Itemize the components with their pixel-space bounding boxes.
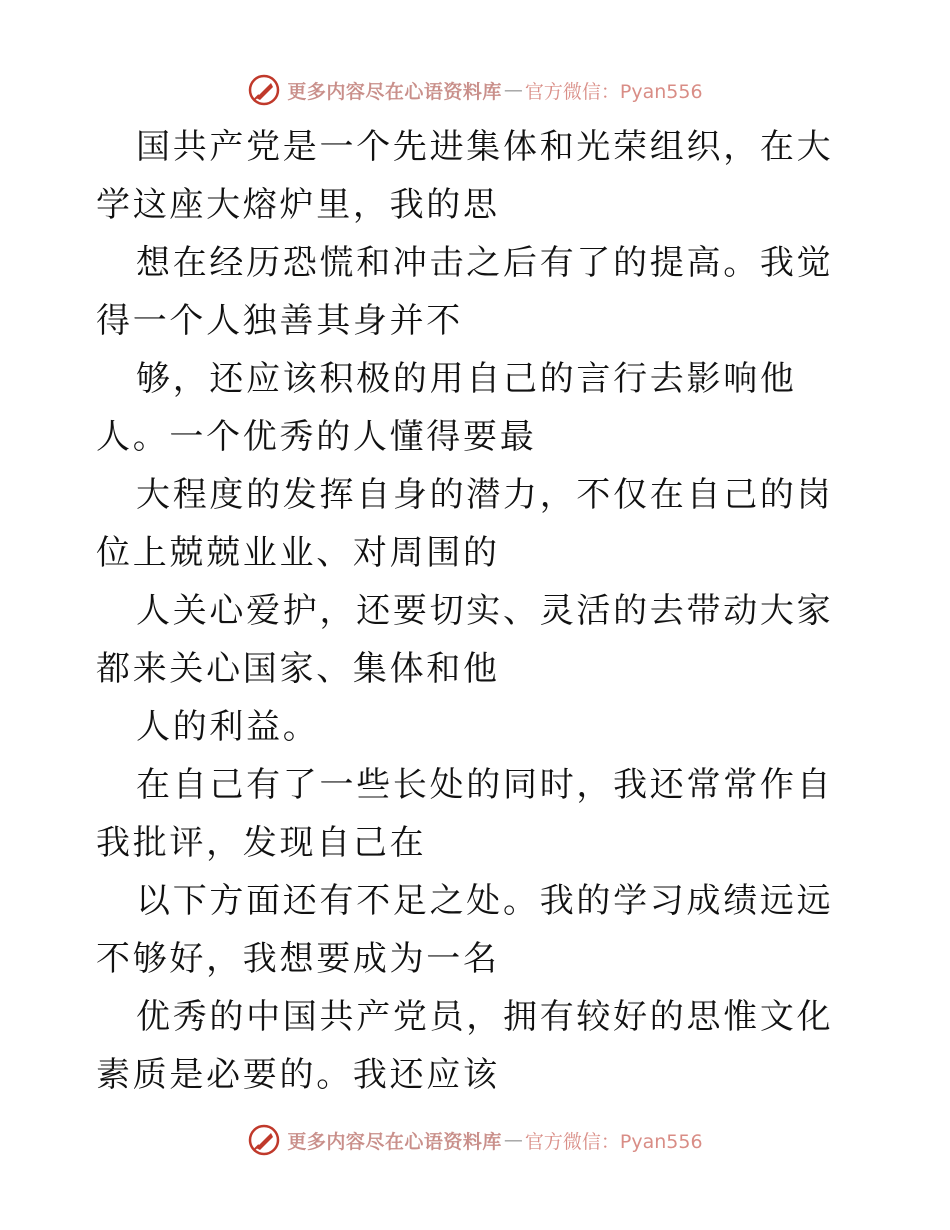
document-body <box>96 118 856 1104</box>
banner-title: 更多内容尽在心语资料库 <box>287 1130 502 1153</box>
banner-separator: — <box>503 79 523 101</box>
paragraph-1: 国共产党是一个先进集体和光荣组织，在大学这座大熔炉里，我的思 <box>96 127 834 225</box>
paragraph-6: 人的利益。 <box>136 707 320 747</box>
feather-pen-logo-icon <box>247 1123 281 1157</box>
paragraph-3: 够，还应该积极的用自己的言行去影响他人。一个优秀的人懂得要最 <box>96 359 797 457</box>
paragraph-4: 大程度的发挥自身的潜力，不仅在自己的岗位上兢兢业业、对周围的 <box>96 475 834 573</box>
paragraph-9: 优秀的中国共产党员，拥有较好的思惟文化素质是必要的。我还应该 <box>96 997 834 1095</box>
banner-contact: 官方微信：Pyan556 <box>524 1130 703 1153</box>
paragraph-8: 以下方面还有不足之处。我的学习成绩远远不够好，我想要成为一名 <box>96 881 834 979</box>
banner-title: 更多内容尽在心语资料库 <box>287 80 502 103</box>
feather-pen-logo-icon <box>247 73 281 107</box>
paragraph-7: 在自己有了一些长处的同时，我还常常作自我批评，发现自己在 <box>96 765 834 863</box>
paragraph-5: 人关心爱护，还要切实、灵活的去带动大家都来关心国家、集体和他 <box>96 591 834 689</box>
footer-banner <box>0 1120 950 1160</box>
header-banner <box>0 70 950 110</box>
banner-contact: 官方微信：Pyan556 <box>524 80 703 103</box>
banner-separator: — <box>503 1129 523 1151</box>
paragraph-2: 想在经历恐慌和冲击之后有了的提高。我觉得一个人独善其身并不 <box>96 243 834 341</box>
